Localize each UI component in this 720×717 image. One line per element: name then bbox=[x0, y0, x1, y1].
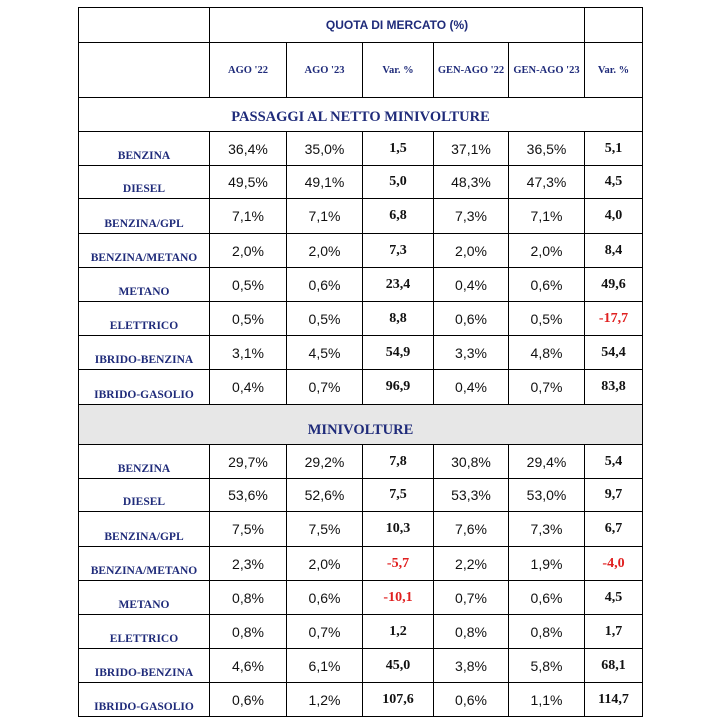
variation-cell: 7,5 bbox=[363, 479, 434, 512]
share-cell: 0,7% bbox=[434, 581, 509, 615]
share-cell: 0,5% bbox=[210, 302, 287, 336]
variation-cell: 23,4 bbox=[363, 268, 434, 302]
variation-cell: -4,0 bbox=[585, 547, 643, 581]
variation-cell: 107,6 bbox=[363, 683, 434, 717]
share-cell: 2,3% bbox=[210, 547, 287, 581]
share-cell: 1,1% bbox=[509, 683, 585, 717]
share-cell: 53,6% bbox=[210, 479, 287, 512]
col-header-ago-23: AGO '23 bbox=[287, 43, 363, 98]
share-cell: 4,6% bbox=[210, 649, 287, 683]
share-cell: 3,3% bbox=[434, 336, 509, 370]
section-header-row bbox=[79, 98, 643, 132]
table-row bbox=[79, 336, 643, 370]
table-row bbox=[79, 615, 643, 649]
market-share-table bbox=[78, 7, 643, 717]
row-label: DIESEL bbox=[79, 166, 210, 199]
section-header-row bbox=[79, 405, 643, 445]
share-cell: 2,2% bbox=[434, 547, 509, 581]
variation-cell: 10,3 bbox=[363, 512, 434, 547]
variation-cell: 6,7 bbox=[585, 512, 643, 547]
variation-cell: 54,9 bbox=[363, 336, 434, 370]
share-cell: 36,4% bbox=[210, 132, 287, 166]
share-cell: 7,3% bbox=[509, 512, 585, 547]
column-header-row bbox=[79, 43, 643, 98]
corner-cell bbox=[79, 8, 210, 43]
share-cell: 0,6% bbox=[509, 268, 585, 302]
table-title: QUOTA DI MERCATO (%) bbox=[210, 8, 585, 43]
corner-cell-2 bbox=[79, 43, 210, 98]
variation-cell: 96,9 bbox=[363, 370, 434, 405]
variation-cell: 4,5 bbox=[585, 581, 643, 615]
share-cell: 49,1% bbox=[287, 166, 363, 199]
variation-cell: 45,0 bbox=[363, 649, 434, 683]
share-cell: 0,7% bbox=[509, 370, 585, 405]
variation-cell: 83,8 bbox=[585, 370, 643, 405]
col-header-ago-22: AGO '22 bbox=[210, 43, 287, 98]
table-body bbox=[79, 8, 643, 717]
share-cell: 0,8% bbox=[210, 581, 287, 615]
share-cell: 52,6% bbox=[287, 479, 363, 512]
share-cell: 37,1% bbox=[434, 132, 509, 166]
col-header-gen-ago-23: GEN-AGO '23 bbox=[509, 43, 585, 98]
col-header-var-ytd: Var. % bbox=[585, 43, 643, 98]
row-label: DIESEL bbox=[79, 479, 210, 512]
table-row bbox=[79, 512, 643, 547]
share-cell: 0,4% bbox=[210, 370, 287, 405]
table-row bbox=[79, 166, 643, 199]
table-row bbox=[79, 547, 643, 581]
share-cell: 2,0% bbox=[210, 234, 287, 268]
col-header-gen-ago-22: GEN-AGO '22 bbox=[434, 43, 509, 98]
variation-cell: 7,8 bbox=[363, 445, 434, 479]
share-cell: 0,8% bbox=[210, 615, 287, 649]
row-label: BENZINA/METANO bbox=[79, 547, 210, 581]
share-cell: 0,6% bbox=[509, 581, 585, 615]
share-cell: 7,5% bbox=[287, 512, 363, 547]
share-cell: 5,8% bbox=[509, 649, 585, 683]
share-cell: 0,8% bbox=[509, 615, 585, 649]
table-row bbox=[79, 479, 643, 512]
row-label: BENZINA/GPL bbox=[79, 199, 210, 234]
row-label: BENZINA bbox=[79, 445, 210, 479]
col-header-var: Var. % bbox=[363, 43, 434, 98]
variation-cell: 5,1 bbox=[585, 132, 643, 166]
share-cell: 7,1% bbox=[287, 199, 363, 234]
share-cell: 7,1% bbox=[210, 199, 287, 234]
table-row bbox=[79, 132, 643, 166]
share-cell: 29,2% bbox=[287, 445, 363, 479]
table-row bbox=[79, 302, 643, 336]
variation-cell: 5,0 bbox=[363, 166, 434, 199]
share-cell: 0,6% bbox=[210, 683, 287, 717]
variation-cell: 1,5 bbox=[363, 132, 434, 166]
share-cell: 1,9% bbox=[509, 547, 585, 581]
variation-cell: 49,6 bbox=[585, 268, 643, 302]
title-row bbox=[79, 8, 643, 43]
row-label: BENZINA/METANO bbox=[79, 234, 210, 268]
table-row bbox=[79, 234, 643, 268]
share-cell: 36,5% bbox=[509, 132, 585, 166]
variation-cell: 54,4 bbox=[585, 336, 643, 370]
share-cell: 0,4% bbox=[434, 268, 509, 302]
row-label: IBRIDO-GASOLIO bbox=[79, 370, 210, 405]
share-cell: 0,6% bbox=[434, 302, 509, 336]
share-cell: 0,6% bbox=[287, 268, 363, 302]
variation-cell: 8,8 bbox=[363, 302, 434, 336]
variation-cell: 6,8 bbox=[363, 199, 434, 234]
row-label: METANO bbox=[79, 268, 210, 302]
share-cell: 7,5% bbox=[210, 512, 287, 547]
variation-cell: -5,7 bbox=[363, 547, 434, 581]
share-cell: 29,4% bbox=[509, 445, 585, 479]
share-cell: 4,8% bbox=[509, 336, 585, 370]
share-cell: 2,0% bbox=[434, 234, 509, 268]
share-cell: 30,8% bbox=[434, 445, 509, 479]
share-cell: 0,7% bbox=[287, 615, 363, 649]
table-row bbox=[79, 445, 643, 479]
share-cell: 53,0% bbox=[509, 479, 585, 512]
table-row bbox=[79, 199, 643, 234]
row-label: IBRIDO-BENZINA bbox=[79, 649, 210, 683]
share-cell: 2,0% bbox=[287, 547, 363, 581]
variation-cell: 68,1 bbox=[585, 649, 643, 683]
variation-cell: -10,1 bbox=[363, 581, 434, 615]
table-row bbox=[79, 268, 643, 302]
row-label: IBRIDO-BENZINA bbox=[79, 336, 210, 370]
table-row bbox=[79, 649, 643, 683]
share-cell: 3,1% bbox=[210, 336, 287, 370]
share-cell: 7,3% bbox=[434, 199, 509, 234]
table-row bbox=[79, 683, 643, 717]
share-cell: 35,0% bbox=[287, 132, 363, 166]
share-cell: 1,2% bbox=[287, 683, 363, 717]
share-cell: 7,6% bbox=[434, 512, 509, 547]
table-row bbox=[79, 370, 643, 405]
share-cell: 0,5% bbox=[287, 302, 363, 336]
row-label: IBRIDO-GASOLIO bbox=[79, 683, 210, 717]
share-cell: 49,5% bbox=[210, 166, 287, 199]
share-cell: 4,5% bbox=[287, 336, 363, 370]
variation-cell: 7,3 bbox=[363, 234, 434, 268]
share-cell: 0,6% bbox=[434, 683, 509, 717]
share-cell: 0,6% bbox=[287, 581, 363, 615]
share-cell: 0,4% bbox=[434, 370, 509, 405]
share-cell: 0,5% bbox=[210, 268, 287, 302]
row-label: ELETTRICO bbox=[79, 615, 210, 649]
variation-cell: -17,7 bbox=[585, 302, 643, 336]
title-right-cell bbox=[585, 8, 643, 43]
row-label: METANO bbox=[79, 581, 210, 615]
row-label: BENZINA bbox=[79, 132, 210, 166]
variation-cell: 4,5 bbox=[585, 166, 643, 199]
share-cell: 0,8% bbox=[434, 615, 509, 649]
variation-cell: 9,7 bbox=[585, 479, 643, 512]
section-title: PASSAGGI AL NETTO MINIVOLTURE bbox=[79, 98, 643, 132]
row-label: ELETTRICO bbox=[79, 302, 210, 336]
variation-cell: 8,4 bbox=[585, 234, 643, 268]
section-title: MINIVOLTURE bbox=[79, 405, 643, 445]
variation-cell: 1,7 bbox=[585, 615, 643, 649]
share-cell: 2,0% bbox=[287, 234, 363, 268]
share-cell: 6,1% bbox=[287, 649, 363, 683]
share-cell: 7,1% bbox=[509, 199, 585, 234]
share-cell: 53,3% bbox=[434, 479, 509, 512]
share-cell: 29,7% bbox=[210, 445, 287, 479]
share-cell: 48,3% bbox=[434, 166, 509, 199]
share-cell: 3,8% bbox=[434, 649, 509, 683]
share-cell: 0,5% bbox=[509, 302, 585, 336]
share-cell: 47,3% bbox=[509, 166, 585, 199]
share-cell: 2,0% bbox=[509, 234, 585, 268]
variation-cell: 5,4 bbox=[585, 445, 643, 479]
variation-cell: 114,7 bbox=[585, 683, 643, 717]
row-label: BENZINA/GPL bbox=[79, 512, 210, 547]
variation-cell: 4,0 bbox=[585, 199, 643, 234]
share-cell: 0,7% bbox=[287, 370, 363, 405]
variation-cell: 1,2 bbox=[363, 615, 434, 649]
table-row bbox=[79, 581, 643, 615]
